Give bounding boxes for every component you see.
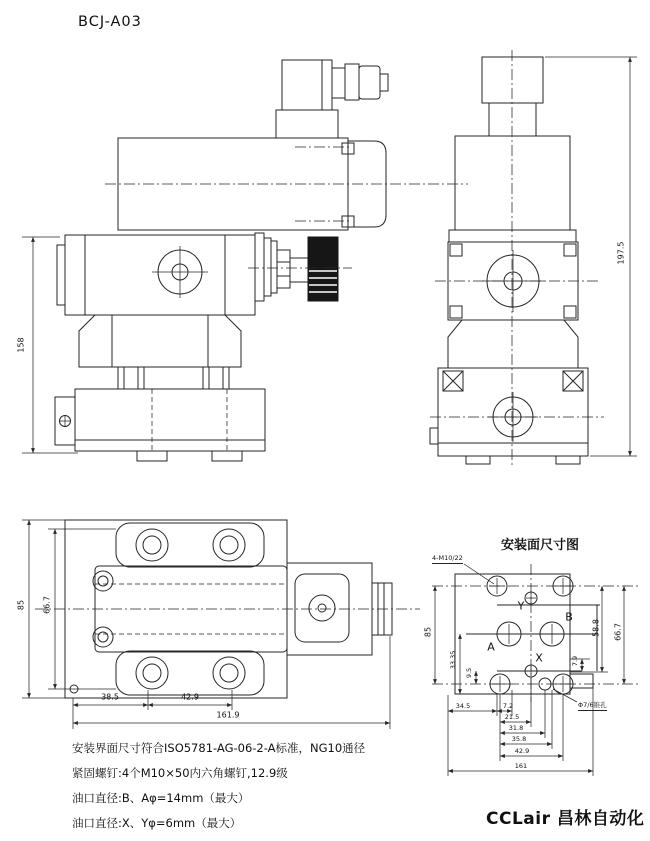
dim-front-height: 158 bbox=[16, 337, 26, 353]
mounting-bolt-note: 4-M10/22 bbox=[432, 554, 463, 562]
brand-logo: CCLair 昌林自动化 bbox=[486, 809, 645, 829]
note-port-xy: 油口直径:X、Yφ=6mm（最大） bbox=[72, 816, 242, 830]
port-y-hole bbox=[525, 592, 537, 604]
dim-mount-85: 85 bbox=[423, 626, 433, 638]
port-a-label: A bbox=[487, 640, 495, 654]
port-y-label: Y bbox=[517, 599, 525, 613]
dim-mount-33-35: 33.35 bbox=[449, 650, 457, 670]
front-dim-158 bbox=[22, 237, 78, 453]
dim-top-66-7: 66.7 bbox=[42, 596, 52, 614]
dim-mount-9-5: 9.5 bbox=[465, 667, 473, 679]
dim-mount-7-2: 7.2 bbox=[502, 702, 514, 710]
dim-mount-58-8: 58.8 bbox=[591, 619, 601, 637]
mounting-title: 安装面尺寸图 bbox=[500, 538, 580, 553]
mounting-dim-lines bbox=[435, 586, 624, 776]
pilot-valve-body bbox=[57, 235, 255, 315]
dim-mount-42-9: 42.9 bbox=[514, 747, 530, 755]
port-x-label: X bbox=[535, 651, 543, 665]
side-coil bbox=[449, 136, 576, 242]
note-standard: 安装界面尺寸符合ISO5781-AG-06-2-A标准，NG10通径 bbox=[72, 741, 366, 755]
note-port-ab: 油口直径:B、Aφ=14mm（最大） bbox=[72, 791, 250, 805]
dim-top-42-9: 42.9 bbox=[181, 692, 199, 702]
solenoid-connector bbox=[276, 60, 388, 138]
side-lower-housing bbox=[448, 320, 578, 368]
mounting-bolt-holes bbox=[487, 576, 573, 694]
side-view bbox=[430, 50, 637, 468]
top-view bbox=[22, 520, 420, 729]
adjustment-knob bbox=[248, 233, 352, 301]
port-b-label: B bbox=[565, 610, 573, 624]
dim-mount-21-5: 21.5 bbox=[504, 713, 520, 721]
dim-top-38-5: 38.5 bbox=[101, 692, 119, 702]
lower-housing bbox=[79, 315, 241, 389]
page-title: BCJ-A03 bbox=[78, 14, 142, 30]
solenoid-coil bbox=[105, 138, 468, 230]
side-base bbox=[430, 368, 604, 464]
mounting-face-view bbox=[432, 564, 640, 776]
mounting-hole-note: Φ7/6锥孔 bbox=[578, 701, 607, 709]
side-body bbox=[435, 242, 598, 320]
front-view bbox=[22, 60, 468, 461]
dim-mount-31-8: 31.8 bbox=[508, 724, 524, 732]
dim-mount-66-7: 66.7 bbox=[613, 623, 623, 641]
side-connector bbox=[482, 57, 543, 136]
base-block bbox=[55, 389, 265, 461]
dim-mount-35-8: 35.8 bbox=[511, 735, 527, 743]
dim-mount-7-9: 7.9 bbox=[571, 655, 579, 667]
dim-mount-161: 161 bbox=[514, 762, 528, 770]
note-screws: 紧固螺钉:4个M10×50内六角螺钉,12.9级 bbox=[72, 766, 288, 780]
dim-mount-34-5: 34.5 bbox=[455, 702, 471, 710]
dim-side-height: 197.5 bbox=[616, 241, 626, 265]
dim-top-85: 85 bbox=[16, 599, 26, 611]
dim-top-161-9: 161.9 bbox=[216, 710, 240, 720]
